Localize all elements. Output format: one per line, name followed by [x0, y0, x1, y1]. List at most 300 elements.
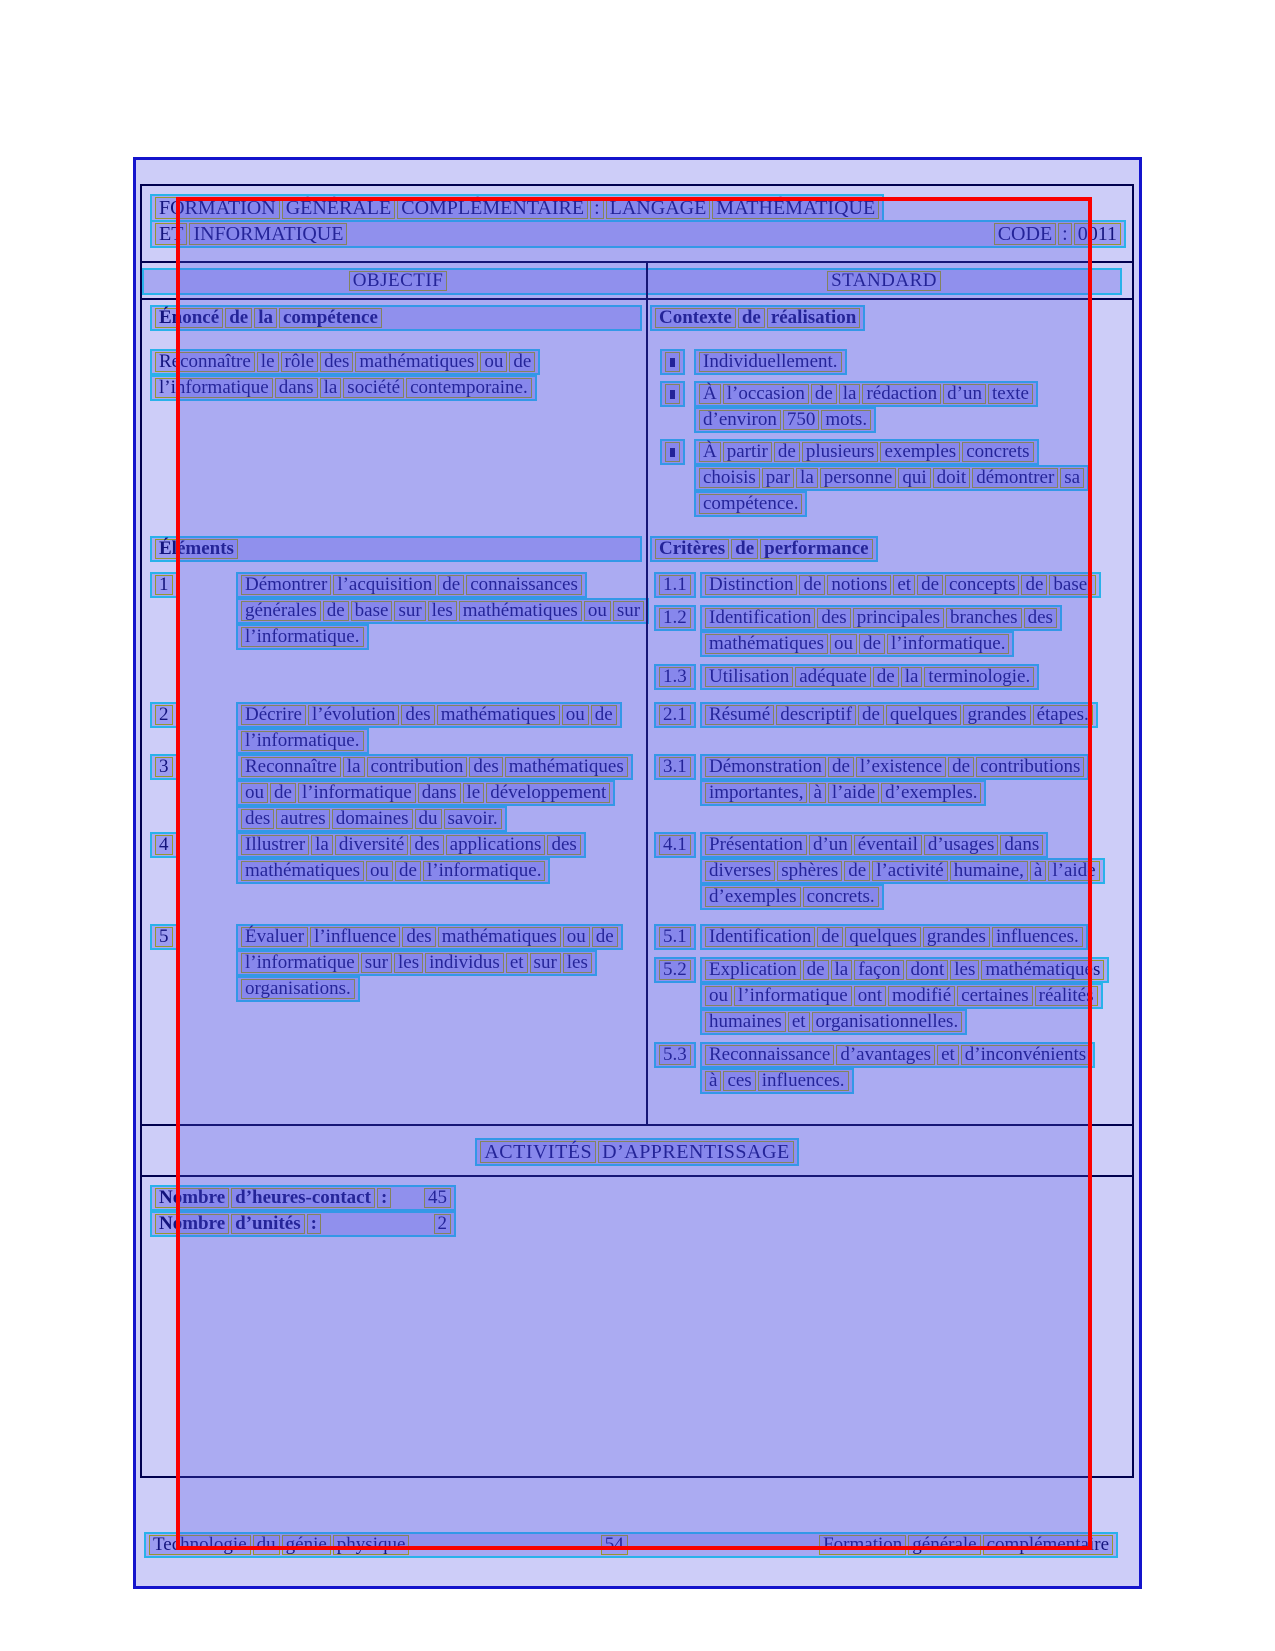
- criteria-item: [650, 1042, 1132, 1094]
- criteria-number: [658, 926, 692, 947]
- word-box: 1.3: [659, 667, 691, 687]
- word-box: concrets: [962, 442, 1033, 462]
- footer-left: [148, 1535, 410, 1555]
- word-box: d’un: [943, 384, 986, 404]
- word-box: de: [738, 308, 765, 328]
- word-box: Reconnaissance: [705, 1045, 834, 1065]
- element-number: [154, 574, 174, 595]
- word-box: de: [270, 783, 296, 803]
- word-box: Démonstration: [705, 757, 826, 777]
- table-row: [142, 702, 1132, 754]
- word-box: de: [1021, 575, 1047, 595]
- word-box: descriptif: [776, 705, 856, 725]
- word-box: terminologie.: [924, 667, 1034, 687]
- word-box: ou: [480, 352, 507, 372]
- criteria-number: [658, 574, 692, 595]
- word-box: façon: [854, 960, 904, 980]
- word-box: Démontrer: [241, 575, 331, 595]
- bullet-item: [650, 349, 1132, 375]
- text-line: [698, 467, 1085, 488]
- competence-heading: [154, 307, 383, 328]
- word-box: Résumé: [705, 705, 774, 725]
- word-box: rôle: [281, 352, 319, 372]
- text-line: [240, 574, 583, 595]
- table-row: [142, 832, 1132, 917]
- word-box: dans: [275, 378, 318, 398]
- word-box: adéquate: [795, 667, 871, 687]
- word-box: notions: [827, 575, 891, 595]
- criteria-item: [650, 924, 1132, 950]
- word-box: Évaluer: [241, 927, 308, 947]
- units-value: [433, 1214, 453, 1234]
- word-box: le: [463, 783, 485, 803]
- word-box: mathématiques: [981, 960, 1104, 980]
- word-box: Formation: [819, 1535, 906, 1555]
- word-box: importantes,: [705, 783, 807, 803]
- word-box: dans: [1000, 835, 1043, 855]
- word-box: quelques: [886, 705, 962, 725]
- word-box: ou: [562, 705, 589, 725]
- text-line: [704, 860, 1101, 881]
- criteria-number: [658, 704, 692, 725]
- contexte-heading: [654, 307, 861, 328]
- word-box: l’informatique.: [241, 731, 364, 751]
- text-line: [240, 782, 611, 803]
- element-number: [154, 926, 174, 947]
- word-box: base: [351, 601, 393, 621]
- word-box: par: [762, 468, 794, 488]
- word-box: 750: [783, 410, 820, 430]
- word-box: la: [831, 960, 853, 980]
- text-line: [704, 985, 1099, 1006]
- word-box: À: [699, 384, 721, 404]
- word-box: mathématiques: [437, 705, 560, 725]
- text-line: [240, 834, 582, 855]
- word-box: 1: [155, 575, 173, 595]
- hours-value: [423, 1188, 452, 1208]
- text-line: [240, 978, 356, 999]
- word-box: ces: [723, 1071, 755, 1091]
- paragraph-line: [154, 377, 533, 398]
- element-item: [150, 572, 646, 650]
- word-box: influences.: [992, 927, 1083, 947]
- bullet-item: [650, 381, 1132, 433]
- word-box: Énoncé: [155, 308, 223, 328]
- criteres-heading: [654, 538, 874, 559]
- word-box: base.: [1049, 575, 1096, 595]
- word-box: FORMATION: [155, 197, 280, 219]
- word-box: d’heures-contact: [231, 1188, 375, 1208]
- word-box: et: [788, 1012, 810, 1032]
- criteria-item: [650, 754, 1132, 806]
- text-line: [698, 351, 843, 372]
- text-line: [704, 666, 1035, 687]
- word-box: démontrer: [972, 468, 1058, 488]
- word-box: 4: [155, 835, 173, 855]
- word-box: mathématiques: [505, 757, 628, 777]
- word-box: et: [937, 1045, 959, 1065]
- word-box: l’informatique: [241, 953, 359, 973]
- word-box: 2: [434, 1214, 452, 1234]
- text-line: [704, 959, 1105, 980]
- word-box: ou: [584, 601, 611, 621]
- text-line: [240, 952, 593, 973]
- word-box: mathématiques: [438, 927, 561, 947]
- word-box: l’activité: [872, 861, 948, 881]
- word-box: 1.1: [659, 575, 691, 595]
- word-box: la: [901, 667, 923, 687]
- section-headings-row: [142, 305, 1132, 331]
- text-line: [240, 756, 629, 777]
- criteria-number: [658, 666, 692, 687]
- word-box: générale: [908, 1535, 980, 1555]
- word-box: quelques: [845, 927, 921, 947]
- word-box: LANGAGE: [606, 197, 711, 219]
- criteria-number: [658, 959, 692, 980]
- word-box: l’influence: [310, 927, 400, 947]
- word-box: dans: [418, 783, 461, 803]
- word-box: Identification: [705, 927, 815, 947]
- word-box: d’avantages: [836, 1045, 935, 1065]
- section-headings-row: [142, 536, 1132, 562]
- standard-header: [826, 270, 942, 291]
- word-box: développement: [486, 783, 610, 803]
- text-line: [698, 441, 1035, 462]
- word-box: la: [343, 757, 365, 777]
- word-box: GÉNÉRALE: [282, 197, 396, 219]
- word-box: :: [307, 1214, 321, 1234]
- word-box: sur: [361, 953, 392, 973]
- word-box: de: [859, 634, 885, 654]
- bullet-item: [650, 439, 1132, 517]
- word-box: Présentation: [705, 835, 807, 855]
- word-box: mathématiques: [459, 601, 582, 621]
- word-box: organisations.: [241, 979, 355, 999]
- word-box: l’aide: [828, 783, 879, 803]
- word-box: rédaction: [862, 384, 941, 404]
- word-box: exemples: [880, 442, 960, 462]
- word-box: dont: [906, 960, 948, 980]
- word-box: certaines: [957, 986, 1033, 1006]
- word-box: de: [817, 927, 843, 947]
- word-box: influences.: [758, 1071, 849, 1091]
- word-box: Éléments: [155, 539, 238, 559]
- word-box: éventail: [854, 835, 922, 855]
- word-box: de: [844, 861, 870, 881]
- word-box: :: [377, 1188, 391, 1208]
- units-line: [150, 1211, 1132, 1237]
- table-row: [142, 754, 1132, 832]
- word-box: choisis: [699, 468, 760, 488]
- word-box: à: [809, 783, 825, 803]
- word-box: les: [394, 953, 423, 973]
- word-box: Nombre: [155, 1188, 229, 1208]
- word-box: branches: [946, 608, 1022, 628]
- word-box: OBJECTIF: [349, 271, 448, 291]
- word-box: Technologie: [149, 1535, 251, 1555]
- word-box: contribution: [367, 757, 468, 777]
- table-row: [142, 924, 1132, 1101]
- element-number: [154, 834, 174, 855]
- criteria-item: [650, 957, 1132, 1035]
- objectif-header: [348, 270, 449, 291]
- text-line: [704, 574, 1097, 595]
- word-box: des: [469, 757, 502, 777]
- text-line: [704, 886, 880, 907]
- column-divider: [646, 263, 648, 1126]
- word-box: des: [402, 927, 435, 947]
- text-line: [704, 1044, 1091, 1065]
- word-box: de: [591, 705, 617, 725]
- activities-heading: [479, 1141, 794, 1163]
- word-box: 2.1: [659, 705, 691, 725]
- word-box: :: [590, 197, 604, 219]
- word-box: 54: [601, 1535, 628, 1555]
- word-box: ou: [563, 927, 590, 947]
- criteria-number: [658, 756, 692, 777]
- word-box: du: [415, 809, 442, 829]
- word-box: de: [509, 352, 535, 372]
- competence-paragraph: [142, 349, 646, 523]
- word-box: ou: [830, 634, 857, 654]
- word-box: performance: [760, 539, 872, 559]
- word-box: l’informatique: [734, 986, 852, 1006]
- word-box: d’un: [809, 835, 852, 855]
- word-box: MATHÉMATIQUE: [712, 197, 879, 219]
- word-box: à: [705, 1071, 721, 1091]
- text-line: [698, 383, 1034, 404]
- criteria-number: [658, 607, 692, 628]
- text-line: [704, 704, 1094, 725]
- word-box: sa: [1060, 468, 1084, 488]
- word-box: 1.2: [659, 608, 691, 628]
- word-box: ou: [366, 861, 393, 881]
- word-box: texte: [988, 384, 1033, 404]
- word-box: le: [257, 352, 279, 372]
- word-box: la: [311, 835, 333, 855]
- word-box: de: [811, 384, 837, 404]
- footer-right: [818, 1535, 1114, 1555]
- word-box: des: [401, 705, 434, 725]
- word-box: sur: [394, 601, 425, 621]
- word-box: ET: [155, 223, 187, 245]
- word-box: doit: [933, 468, 971, 488]
- word-box: compétence: [279, 308, 382, 328]
- word-box: d’environ: [699, 410, 781, 430]
- content-grid: [142, 300, 1132, 1126]
- word-box: Distinction: [705, 575, 797, 595]
- word-box: concepts: [945, 575, 1019, 595]
- paragraph-line: [154, 351, 536, 372]
- text-line: [704, 834, 1044, 855]
- word-box: la: [796, 468, 818, 488]
- word-box: d’usages: [924, 835, 998, 855]
- word-box: savoir.: [444, 809, 502, 829]
- column-headers-row: [142, 263, 1132, 300]
- word-box: l’évolution: [308, 705, 399, 725]
- word-box: des: [320, 352, 353, 372]
- word-box: grandes: [923, 927, 990, 947]
- word-box: Individuellement.: [699, 352, 842, 372]
- word-box: À: [699, 442, 721, 462]
- text-line: [240, 730, 365, 751]
- word-box: de: [438, 575, 464, 595]
- element-item: [150, 754, 646, 832]
- word-box: l’informatique: [298, 783, 416, 803]
- word-box: du: [253, 1535, 280, 1555]
- word-box: étapes.: [1033, 705, 1093, 725]
- text-line: [240, 704, 618, 725]
- criteria-item: [650, 702, 1132, 728]
- word-box: des: [547, 835, 580, 855]
- document-page: [133, 157, 1142, 1589]
- word-box: de: [592, 927, 618, 947]
- word-box: de: [948, 757, 974, 777]
- text-line: [704, 756, 1085, 777]
- word-box: mathématiques: [705, 634, 828, 654]
- doc-title-text-2: [154, 223, 348, 245]
- text-line: [704, 926, 1084, 947]
- text-line: [704, 607, 1058, 628]
- word-box: humaines: [705, 1012, 786, 1032]
- word-box: 5: [155, 927, 173, 947]
- criteria-item: [650, 832, 1132, 910]
- text-line: [240, 860, 546, 881]
- word-box: Illustrer: [241, 835, 309, 855]
- word-box: de: [395, 861, 421, 881]
- word-box: 5.1: [659, 927, 691, 947]
- word-box: Utilisation: [705, 667, 793, 687]
- word-box: de: [731, 539, 758, 559]
- word-box: l’occasion: [723, 384, 809, 404]
- word-box: Décrire: [241, 705, 306, 725]
- activities-row: [142, 1126, 1132, 1177]
- word-box: de: [917, 575, 943, 595]
- word-box: 45: [424, 1188, 451, 1208]
- text-line: [704, 633, 1010, 654]
- word-box: sphères: [777, 861, 842, 881]
- criteria-item: [650, 572, 1132, 598]
- word-box: qui: [898, 468, 930, 488]
- word-box: de: [803, 960, 829, 980]
- word-box: des: [817, 608, 850, 628]
- word-box: Contexte: [655, 308, 736, 328]
- word-box: réalisation: [767, 308, 861, 328]
- word-box: 5.3: [659, 1045, 691, 1065]
- word-box: Identification: [705, 608, 815, 628]
- word-box: de: [323, 601, 349, 621]
- word-box: la: [254, 308, 277, 328]
- word-box: mots.: [821, 410, 871, 430]
- word-box: Reconnaître: [155, 352, 255, 372]
- page-footer: [144, 1532, 1118, 1558]
- word-box: diversité: [335, 835, 408, 855]
- word-box: humaine,: [950, 861, 1028, 881]
- criteria-item: [650, 605, 1132, 657]
- word-box: compétence.: [699, 494, 802, 514]
- word-box: D’APPRENTISSAGE: [598, 1141, 794, 1163]
- word-box: ou: [241, 783, 268, 803]
- criteria-number: [658, 1044, 692, 1065]
- word-box: Reconnaître: [241, 757, 341, 777]
- hours-block: [142, 1177, 1132, 1237]
- text-line: [704, 1011, 963, 1032]
- table-row: [142, 572, 1132, 697]
- word-box: 3: [155, 757, 173, 777]
- text-line: [240, 926, 619, 947]
- doc-title-line2: [150, 220, 1132, 246]
- word-box: ou: [705, 986, 732, 1006]
- text-line: [704, 1070, 850, 1091]
- word-box: d’unités: [231, 1214, 304, 1234]
- bullet-icon: [665, 384, 680, 404]
- word-box: concrets.: [803, 887, 879, 907]
- word-box: mathématiques: [241, 861, 364, 881]
- word-box: la: [320, 378, 342, 398]
- word-box: 0011: [1074, 223, 1121, 245]
- elements-heading: [154, 538, 239, 559]
- units-label: [154, 1214, 322, 1234]
- word-box: de: [858, 705, 884, 725]
- text-line: [698, 493, 803, 514]
- word-box: société: [343, 378, 404, 398]
- word-box: génie: [282, 1535, 331, 1555]
- word-box: réalités: [1035, 986, 1098, 1006]
- word-box: COMPLÉMENTAIRE: [397, 197, 588, 219]
- competence-context-row: [142, 349, 1132, 523]
- word-box: des: [1024, 608, 1057, 628]
- word-box: sur: [613, 601, 644, 621]
- bullet-icon: [665, 442, 680, 462]
- word-box: complémentaire: [983, 1535, 1113, 1555]
- word-box: d’exemples: [705, 887, 801, 907]
- word-box: l’informatique.: [423, 861, 546, 881]
- word-box: INFORMATIQUE: [189, 223, 347, 245]
- footer-page-number: [600, 1535, 629, 1555]
- word-box: ACTIVITÉS: [480, 1141, 596, 1163]
- code-label: [993, 223, 1122, 245]
- word-box: Critères: [655, 539, 729, 559]
- text-line: [240, 626, 365, 647]
- word-box: CODE: [994, 223, 1056, 245]
- word-box: les: [563, 953, 592, 973]
- word-box: applications: [446, 835, 546, 855]
- criteria-item: [650, 664, 1132, 690]
- word-box: principales: [853, 608, 944, 628]
- word-box: Nombre: [155, 1214, 229, 1234]
- title-block: [142, 186, 1132, 263]
- word-box: la: [839, 384, 861, 404]
- context-bullet-list: [646, 349, 1132, 523]
- word-box: Explication: [705, 960, 801, 980]
- word-box: l’acquisition: [333, 575, 436, 595]
- word-box: contributions: [976, 757, 1084, 777]
- word-box: 2: [155, 705, 173, 725]
- word-box: à: [1030, 861, 1046, 881]
- word-box: partir: [723, 442, 772, 462]
- word-box: organisationnelles.: [812, 1012, 963, 1032]
- word-box: modifié: [888, 986, 955, 1006]
- word-box: personne: [820, 468, 897, 488]
- word-box: générales: [241, 601, 321, 621]
- word-box: de: [828, 757, 854, 777]
- word-box: des: [410, 835, 443, 855]
- doc-title-line1: [150, 194, 1132, 220]
- word-box: et: [893, 575, 915, 595]
- word-box: grandes: [963, 705, 1030, 725]
- word-box: les: [950, 960, 979, 980]
- word-box: l’informatique: [155, 378, 273, 398]
